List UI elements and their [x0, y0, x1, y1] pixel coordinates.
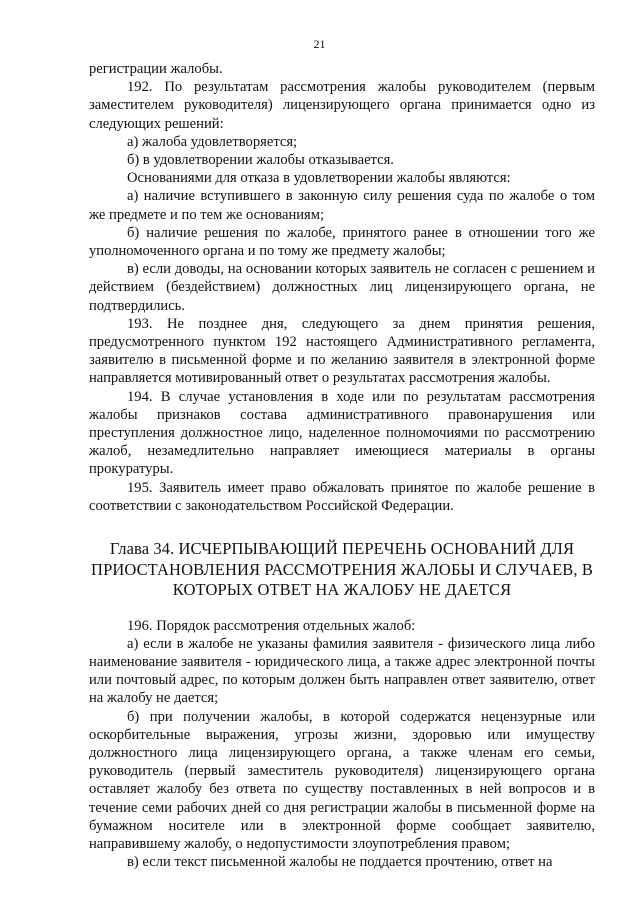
paragraph: а) жалоба удовлетворяется;: [127, 133, 298, 150]
paragraph: Основаниями для отказа в удовлетворении жалобы являются:: [127, 170, 511, 187]
paragraph: 193. Не позднее дня, следующего за днем принятия решения, предусмотренного пунктом 192 настоящего Административного регламента, заявителю в письменной форме и по желанию заявителя в электронной форме направляется мотивированный ответ о результатах рассмотрения жалобы.: [89, 315, 595, 387]
paragraph: б) при получении жалобы, в которой содержатся нецензурные или оскорбительные выражения, угрозы жизни, здоровью или имуществу должностного лица лицензирующего органа, а также членам его семьи, руководитель (первый заместитель руководителя) лицензирующего органа оставляет жалобу без ответа по существу поставленных в ней вопросов и в течение семи рабочих дней со дня регистрации жалобы в письменной форме на бумажном носителе или в электронной форме сообщает заявителю, направившему жалобу, о недопустимости злоупотребления правом;: [89, 708, 595, 853]
paragraph: а) если в жалобе не указаны фамилия заявителя - физического лица либо наименование заявителя - юридического лица, а также адрес электронной почты или почтовый адрес, по которым должен быть направлен ответ заявителю, ответ на жалобу не дается;: [89, 635, 595, 707]
chapter-heading-line: ПРИОСТАНОВЛЕНИЯ РАССМОТРЕНИЯ ЖАЛОБЫ И СЛУЧАЕВ, В: [91, 559, 593, 579]
paragraph: 192. По результатам рассмотрения жалобы руководителем (первым заместителем руководителя) лицензирующего органа принимается одно из следующих решений:: [89, 79, 595, 132]
section-after-heading: [89, 617, 595, 872]
document-body: [89, 60, 595, 871]
paragraph: регистрации жалобы.: [89, 61, 223, 77]
paragraph: 194. В случае установления в ходе или по результатам рассмотрения жалобы признаков состава административного правонарушения или преступления должностное лицо, наделенное полномочиями по рассмотрению жалоб, незамедлительно направляет имеющиеся материалы в органы прокуратуры.: [89, 388, 595, 478]
section-before-heading: [89, 60, 595, 515]
paragraph: а) наличие вступившего в законную силу решения суда по жалобе о том же предмете и по тем же основаниям;: [89, 188, 595, 223]
paragraph: б) в удовлетворении жалобы отказывается.: [127, 152, 394, 169]
chapter-heading-line: КОТОРЫХ ОТВЕТ НА ЖАЛОБУ НЕ ДАЕТСЯ: [172, 580, 512, 600]
page-number: 21: [313, 37, 326, 51]
paragraph: 195. Заявитель имеет право обжаловать принятое по жалобе решение в соответствии с законодательством Российской Федерации.: [89, 479, 595, 514]
paragraph: в) если доводы, на основании которых заявитель не согласен с решением и действием (бездействием) должностных лиц лицензирующего органа, не подтвердились.: [89, 261, 595, 314]
paragraph: б) наличие решения по жалобе, принятого ранее в отношении того же уполномоченного органа и по тому же предмету жалобы;: [89, 224, 595, 260]
chapter-heading: [89, 539, 595, 601]
paragraph: 196. Порядок рассмотрения отдельных жалоб:: [127, 617, 416, 634]
paragraph: в) если текст письменной жалобы не поддается прочтению, ответ на: [127, 854, 553, 871]
chapter-heading-line: Глава 34. ИСЧЕРПЫВАЮЩИЙ ПЕРЕЧЕНЬ ОСНОВАНИЙ ДЛЯ: [109, 539, 575, 559]
